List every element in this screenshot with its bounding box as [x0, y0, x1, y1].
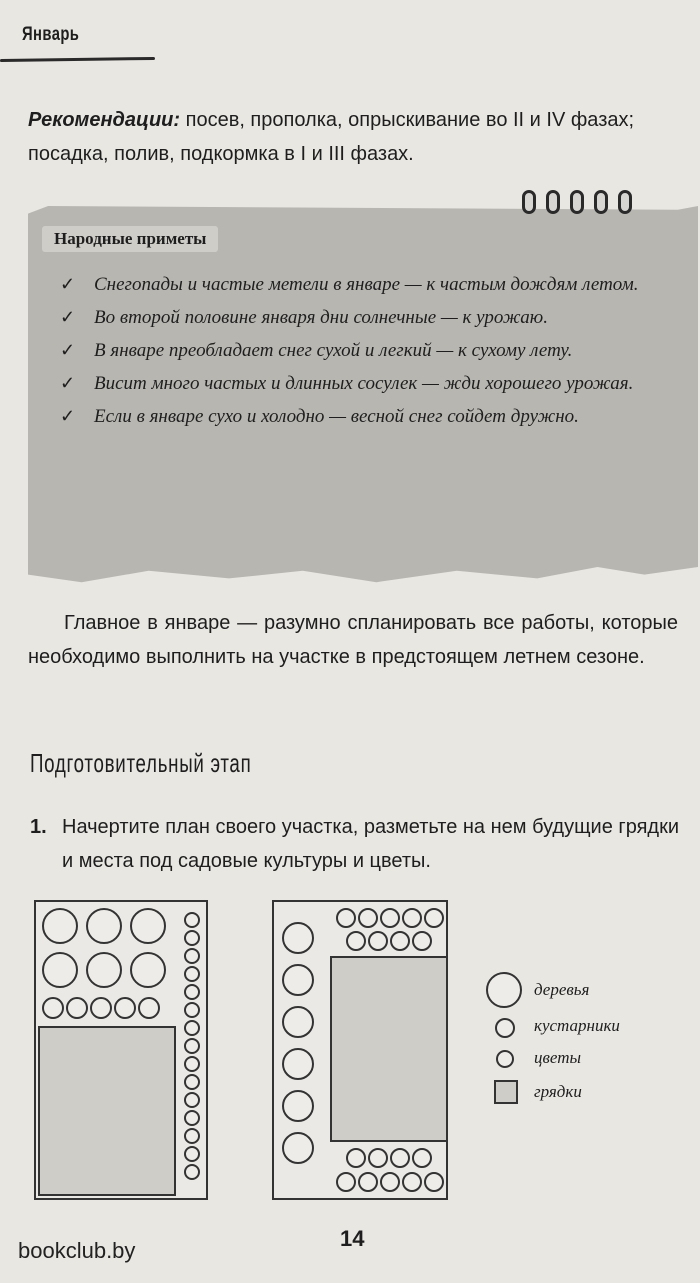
legend-trees [486, 972, 686, 1002]
header-title: Январь [22, 24, 80, 45]
flower-icon [184, 1092, 200, 1108]
list-item: ✓ Во второй половине января дни солнечные — к урожаю. [60, 301, 680, 334]
folk-signs-list [60, 268, 680, 433]
flower-icon [184, 1020, 200, 1036]
legend-shrubs [486, 1016, 686, 1046]
section-title: Подготовительный этап [30, 748, 252, 778]
check-icon: ✓ [60, 340, 76, 360]
legend-beds [486, 1080, 686, 1110]
shrub-icon [390, 931, 410, 951]
shrub-icon [424, 908, 444, 928]
bed-icon [494, 1080, 518, 1104]
shrub-icon [380, 1172, 400, 1192]
shrub-icon [358, 908, 378, 928]
legend-label: деревья [534, 980, 590, 999]
flower-icon [184, 1110, 200, 1126]
recommendations-paragraph [28, 103, 678, 171]
flower-icon [184, 1038, 200, 1054]
shrub-icon [402, 908, 422, 928]
shrub-icon [336, 908, 356, 928]
shrub-icon [336, 1172, 356, 1192]
tree-icon [86, 952, 122, 988]
flower-icon [184, 1128, 200, 1144]
garden-plan-2 [272, 900, 448, 1200]
garden-plan-1 [34, 900, 208, 1200]
flower-icon [184, 1146, 200, 1162]
step-number: 1. [30, 816, 47, 838]
shrub-icon [380, 908, 400, 928]
flower-icon [184, 1164, 200, 1180]
garden-bed [330, 956, 448, 1142]
check-icon: ✓ [60, 274, 76, 294]
shrub-icon [412, 1148, 432, 1168]
tree-icon [42, 908, 78, 944]
recommendations-label: Рекомендации: [28, 109, 181, 131]
watermark: bookclub.by [18, 1238, 136, 1263]
tree-icon [282, 1090, 314, 1122]
garden-bed [38, 1026, 176, 1196]
flower-icon [184, 912, 200, 928]
list-item: ✓ Если в январе сухо и холодно — весной снег сойдет дружно. [60, 400, 680, 433]
flower-icon [184, 966, 200, 982]
shrub-icon [424, 1172, 444, 1192]
shrub-icon [114, 997, 136, 1019]
tree-icon [282, 1048, 314, 1080]
folk-signs-title: Народные приметы [42, 226, 218, 252]
shrub-icon [66, 997, 88, 1019]
tree-icon [486, 972, 522, 1008]
check-icon: ✓ [60, 307, 76, 327]
list-item: ✓ Висит много частых и длинных сосулек — жди хорошего урожая. [60, 367, 680, 400]
shrub-icon [358, 1172, 378, 1192]
tree-icon [282, 1006, 314, 1038]
tree-icon [282, 1132, 314, 1164]
shrub-icon [346, 931, 366, 951]
list-item: ✓ Снегопады и частые метели в январе — к частым дождям летом. [60, 268, 680, 301]
list-item: ✓ В январе преобладает снег сухой и легкий — к сухому лету. [60, 334, 680, 367]
shrub-icon [402, 1172, 422, 1192]
shrub-icon [368, 1148, 388, 1168]
spiral-binding-icon [522, 190, 632, 218]
legend-label: грядки [534, 1082, 582, 1101]
check-icon: ✓ [60, 406, 76, 426]
shrub-icon [138, 997, 160, 1019]
main-paragraph: Главное в январе — разумно спланировать все работы, которые необходимо выполнить на участке в предстоящем летнем сезоне. [28, 612, 678, 668]
tree-icon [130, 908, 166, 944]
tree-icon [282, 964, 314, 996]
page-number: 14 [340, 1226, 365, 1251]
recommendations-text: посев, прополка, опрыскивание во II и IV фазах; посадка, полив, подкормка в I и III фазах. [28, 109, 635, 165]
flower-icon [184, 1074, 200, 1090]
shrub-icon [42, 997, 64, 1019]
flower-icon [184, 948, 200, 964]
shrub-icon [90, 997, 112, 1019]
flower-icon [496, 1050, 514, 1068]
shrub-icon [495, 1018, 515, 1038]
flower-icon [184, 930, 200, 946]
header-rule [0, 57, 155, 62]
check-icon: ✓ [60, 373, 76, 393]
shrub-icon [412, 931, 432, 951]
legend-label: кустарники [534, 1016, 620, 1035]
flower-icon [184, 1002, 200, 1018]
shrub-icon [390, 1148, 410, 1168]
shrub-icon [346, 1148, 366, 1168]
legend-flowers [486, 1048, 686, 1078]
tree-icon [42, 952, 78, 988]
step-item [30, 810, 680, 878]
tree-icon [282, 922, 314, 954]
step-text: Начертите план своего участка, разметьте на нем будущие грядки и места под садовые культуры и цветы. [62, 816, 680, 872]
running-header [0, 14, 700, 66]
flower-icon [184, 984, 200, 1000]
flower-icon [184, 1056, 200, 1072]
tree-icon [130, 952, 166, 988]
tree-icon [86, 908, 122, 944]
legend-label: цветы [534, 1048, 581, 1067]
shrub-icon [368, 931, 388, 951]
